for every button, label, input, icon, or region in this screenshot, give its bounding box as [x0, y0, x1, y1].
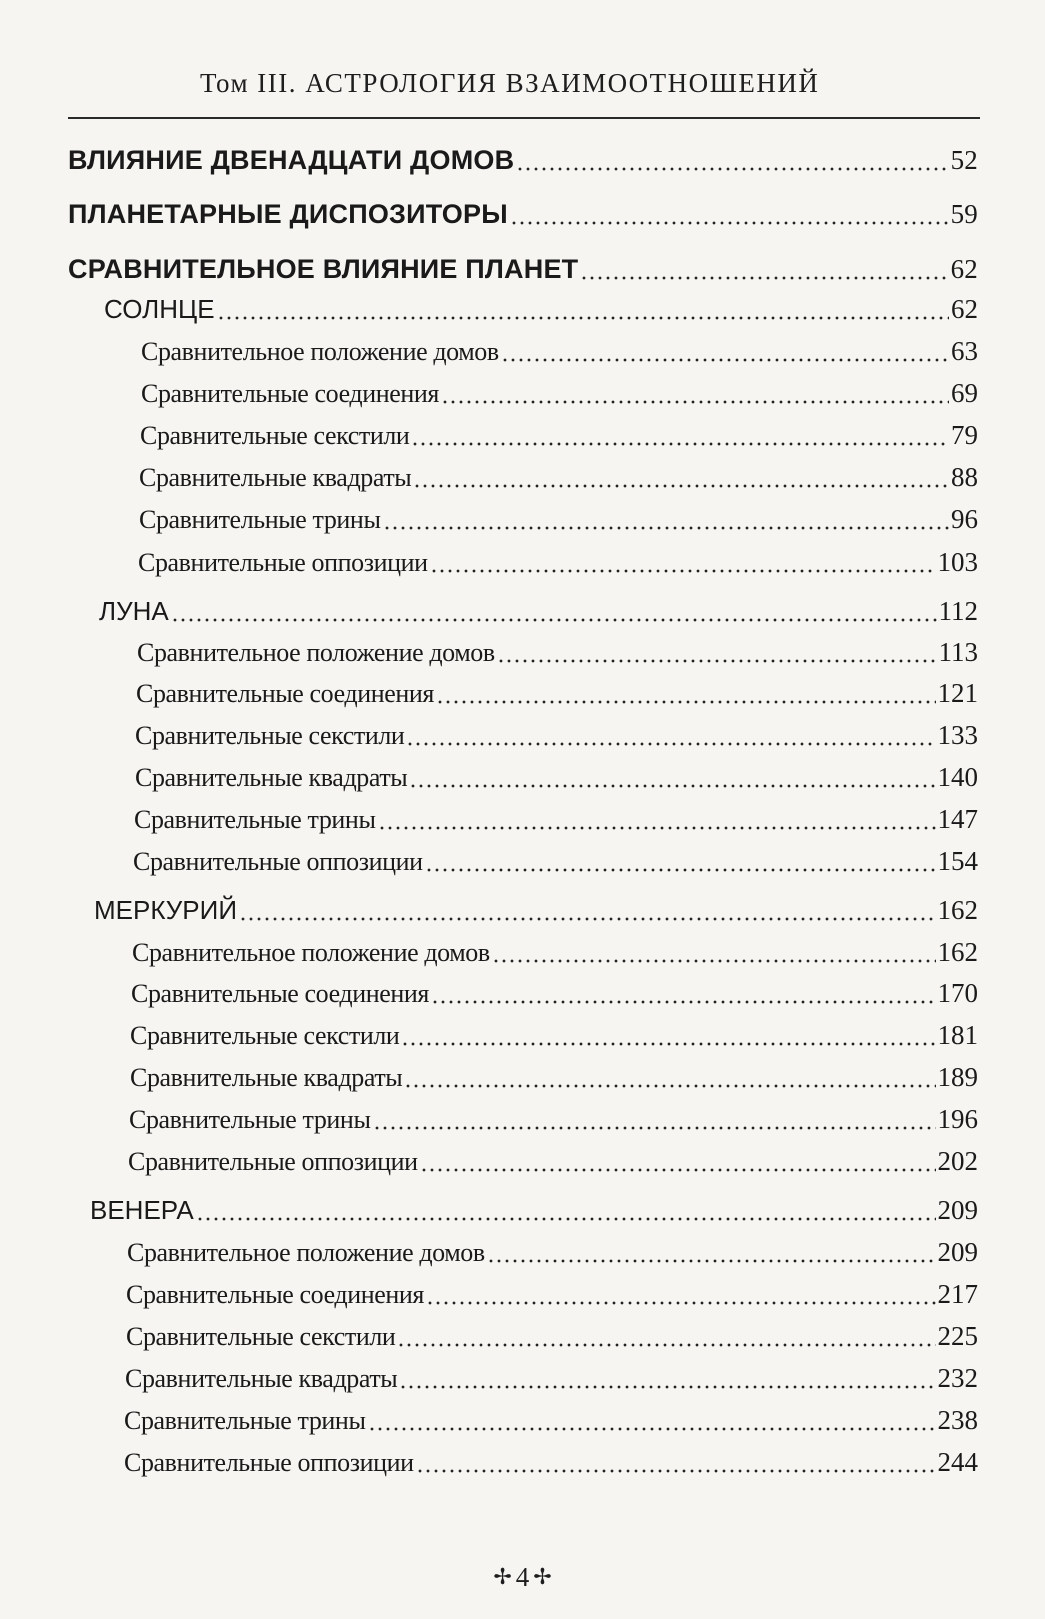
toc-subentry: [136, 678, 978, 709]
toc-entry-title: Сравнительные оппозиции: [124, 1448, 414, 1477]
toc-entry-title: Сравнительное положение домов: [137, 638, 495, 667]
toc-entry-page: 133: [937, 720, 978, 750]
toc-entry-title: Сравнительные трины: [129, 1105, 371, 1134]
toc-entry-title: Сравнительные квадраты: [125, 1364, 398, 1393]
page-number-value: 4: [515, 1562, 530, 1592]
page-number: [0, 1562, 1045, 1593]
toc-entry-page: 112: [938, 596, 978, 626]
dot-leader: [501, 337, 949, 363]
toc-entry-title: Сравнительные трины: [124, 1406, 366, 1435]
toc-entry-title: Сравнительные квадраты: [135, 763, 408, 792]
running-head: Том III. АСТРОЛОГИЯ ВЗАИМООТНОШЕНИЙ: [200, 68, 820, 98]
dot-leader: [406, 721, 935, 747]
toc-subentry: [132, 937, 978, 968]
dot-leader: [409, 763, 935, 789]
toc-entry-page: 181: [937, 1020, 978, 1050]
toc-entry-title: Сравнительное положение домов: [127, 1238, 485, 1267]
dot-leader: [196, 1196, 936, 1222]
dot-leader: [397, 1322, 935, 1348]
dot-leader: [420, 1147, 936, 1173]
toc-entry-page: 189: [937, 1062, 978, 1092]
toc-entry-title: СОЛНЦЕ: [104, 294, 215, 324]
toc-entry-page: 147: [937, 804, 978, 834]
toc-subentry: [124, 1447, 978, 1478]
toc-entry-page: 225: [937, 1321, 978, 1351]
toc-entry-title: Сравнительные секстили: [126, 1322, 396, 1351]
toc-entry-page: 209: [937, 1237, 978, 1267]
dot-leader: [436, 679, 936, 705]
dot-leader: [425, 847, 936, 873]
toc-subentry: [141, 378, 978, 409]
dot-leader: [431, 979, 936, 1005]
dot-leader: [401, 1021, 935, 1047]
dot-leader: [368, 1406, 936, 1432]
toc-subentry: [126, 1321, 978, 1352]
toc-section-heading: [68, 199, 978, 230]
toc-entry-page: 140: [937, 762, 978, 792]
dot-leader: [404, 1063, 935, 1089]
toc-subentry: [124, 1405, 978, 1436]
toc-subentry: [140, 420, 978, 451]
toc-entry-page: 217: [937, 1279, 978, 1309]
toc-entry-title: СРАВНИТЕЛЬНОЕ ВЛИЯНИЕ ПЛАНЕТ: [68, 254, 579, 284]
dot-leader: [373, 1105, 936, 1131]
toc-subentry: [130, 1062, 978, 1093]
toc-entry-page: 238: [937, 1405, 978, 1435]
toc-entry-page: 196: [937, 1104, 978, 1134]
toc-entry-page: 154: [937, 846, 978, 876]
dot-leader: [239, 896, 935, 922]
toc-subentry: [141, 336, 978, 367]
toc-entry-title: МЕРКУРИЙ: [94, 895, 238, 925]
toc-entry-page: 162: [937, 895, 978, 925]
toc-entry-title: Сравнительные соединения: [141, 379, 439, 408]
toc-entry-page: 69: [951, 378, 978, 408]
dot-leader: [580, 254, 948, 281]
toc-subentry: [131, 978, 978, 1009]
toc-subentry: [137, 637, 978, 668]
toc-subentry: [128, 1146, 978, 1177]
header-rule: [68, 117, 980, 119]
toc-subentry: [135, 720, 978, 751]
toc-subentry: [134, 804, 978, 835]
toc-entry-page: 162: [937, 937, 978, 967]
toc-entry-title: Сравнительные соединения: [126, 1280, 424, 1309]
dot-leader: [378, 805, 936, 831]
toc-chapter-entry: [94, 895, 978, 926]
toc-entry-title: Сравнительные секстили: [135, 721, 405, 750]
toc-subentry: [126, 1279, 978, 1310]
toc-entry-page: 59: [950, 199, 978, 229]
toc-entry-title: ВЕНЕРА: [90, 1195, 194, 1225]
toc-entry-title: ЛУНА: [99, 596, 169, 626]
ornament-right-icon: ✢: [533, 1564, 552, 1589]
toc-entry-title: Сравнительные секстили: [130, 1021, 400, 1050]
toc-entry-page: 88: [951, 462, 978, 492]
toc-chapter-entry: [104, 294, 978, 325]
toc-subentry: [138, 547, 978, 578]
toc-entry-page: 96: [951, 504, 978, 534]
toc-entry-title: Сравнительные трины: [134, 805, 376, 834]
dot-leader: [413, 463, 949, 489]
toc-entry-page: 79: [951, 420, 978, 450]
toc-section-heading: [68, 254, 978, 285]
dot-leader: [516, 145, 948, 172]
toc-entry-title: Сравнительные соединения: [136, 679, 434, 708]
toc-entry-title: Сравнительные квадраты: [139, 463, 412, 492]
toc-entry-title: Сравнительные секстили: [140, 421, 410, 450]
toc-entry-title: Сравнительные оппозиции: [138, 548, 428, 577]
toc-entry-title: Сравнительное положение домов: [141, 337, 499, 366]
dot-leader: [441, 379, 949, 405]
dot-leader: [426, 1280, 936, 1306]
toc-entry-title: Сравнительные трины: [139, 505, 381, 534]
toc-entry-page: 232: [937, 1363, 978, 1393]
toc-section-heading: [68, 145, 978, 176]
dot-leader: [383, 505, 949, 531]
toc-entry-page: 62: [951, 294, 978, 324]
toc-entry-title: Сравнительное положение домов: [132, 938, 490, 967]
dot-leader: [411, 421, 949, 447]
toc-subentry: [125, 1363, 978, 1394]
ornament-left-icon: ✢: [493, 1564, 512, 1589]
toc-entry-page: 52: [950, 145, 978, 175]
toc-subentry: [129, 1104, 978, 1135]
toc-subentry: [139, 462, 978, 493]
toc-entry-title: ВЛИЯНИЕ ДВЕНАДЦАТИ ДОМОВ: [68, 145, 515, 175]
toc-entry-page: 170: [937, 978, 978, 1008]
dot-leader: [492, 938, 936, 964]
dot-leader: [497, 638, 937, 664]
dot-leader: [171, 597, 937, 623]
toc-entry-page: 121: [937, 678, 978, 708]
toc-entry-page: 63: [951, 336, 978, 366]
toc-entry-page: 62: [950, 254, 978, 284]
dot-leader: [510, 199, 949, 226]
toc-entry-title: Сравнительные квадраты: [130, 1063, 403, 1092]
toc-subentry: [127, 1237, 978, 1268]
toc-subentry: [139, 504, 978, 535]
toc-entry-page: 244: [937, 1447, 978, 1477]
toc-subentry: [135, 762, 978, 793]
toc-entry-title: ПЛАНЕТАРНЫЕ ДИСПОЗИТОРЫ: [68, 199, 508, 229]
toc-entry-page: 113: [938, 637, 978, 667]
toc-entry-title: Сравнительные соединения: [131, 979, 429, 1008]
dot-leader: [487, 1238, 936, 1264]
dot-leader: [416, 1448, 936, 1474]
toc-entry-title: Сравнительные оппозиции: [128, 1147, 418, 1176]
toc-entry-page: 209: [937, 1195, 978, 1225]
toc-entry-page: 202: [937, 1146, 978, 1176]
dot-leader: [430, 548, 936, 574]
dot-leader: [217, 295, 949, 321]
toc-entry-title: Сравнительные оппозиции: [133, 847, 423, 876]
toc-subentry: [130, 1020, 978, 1051]
toc-subentry: [133, 846, 978, 877]
dot-leader: [399, 1364, 935, 1390]
toc-chapter-entry: [90, 1195, 978, 1226]
toc-chapter-entry: [99, 596, 978, 627]
toc-entry-page: 103: [937, 547, 978, 577]
